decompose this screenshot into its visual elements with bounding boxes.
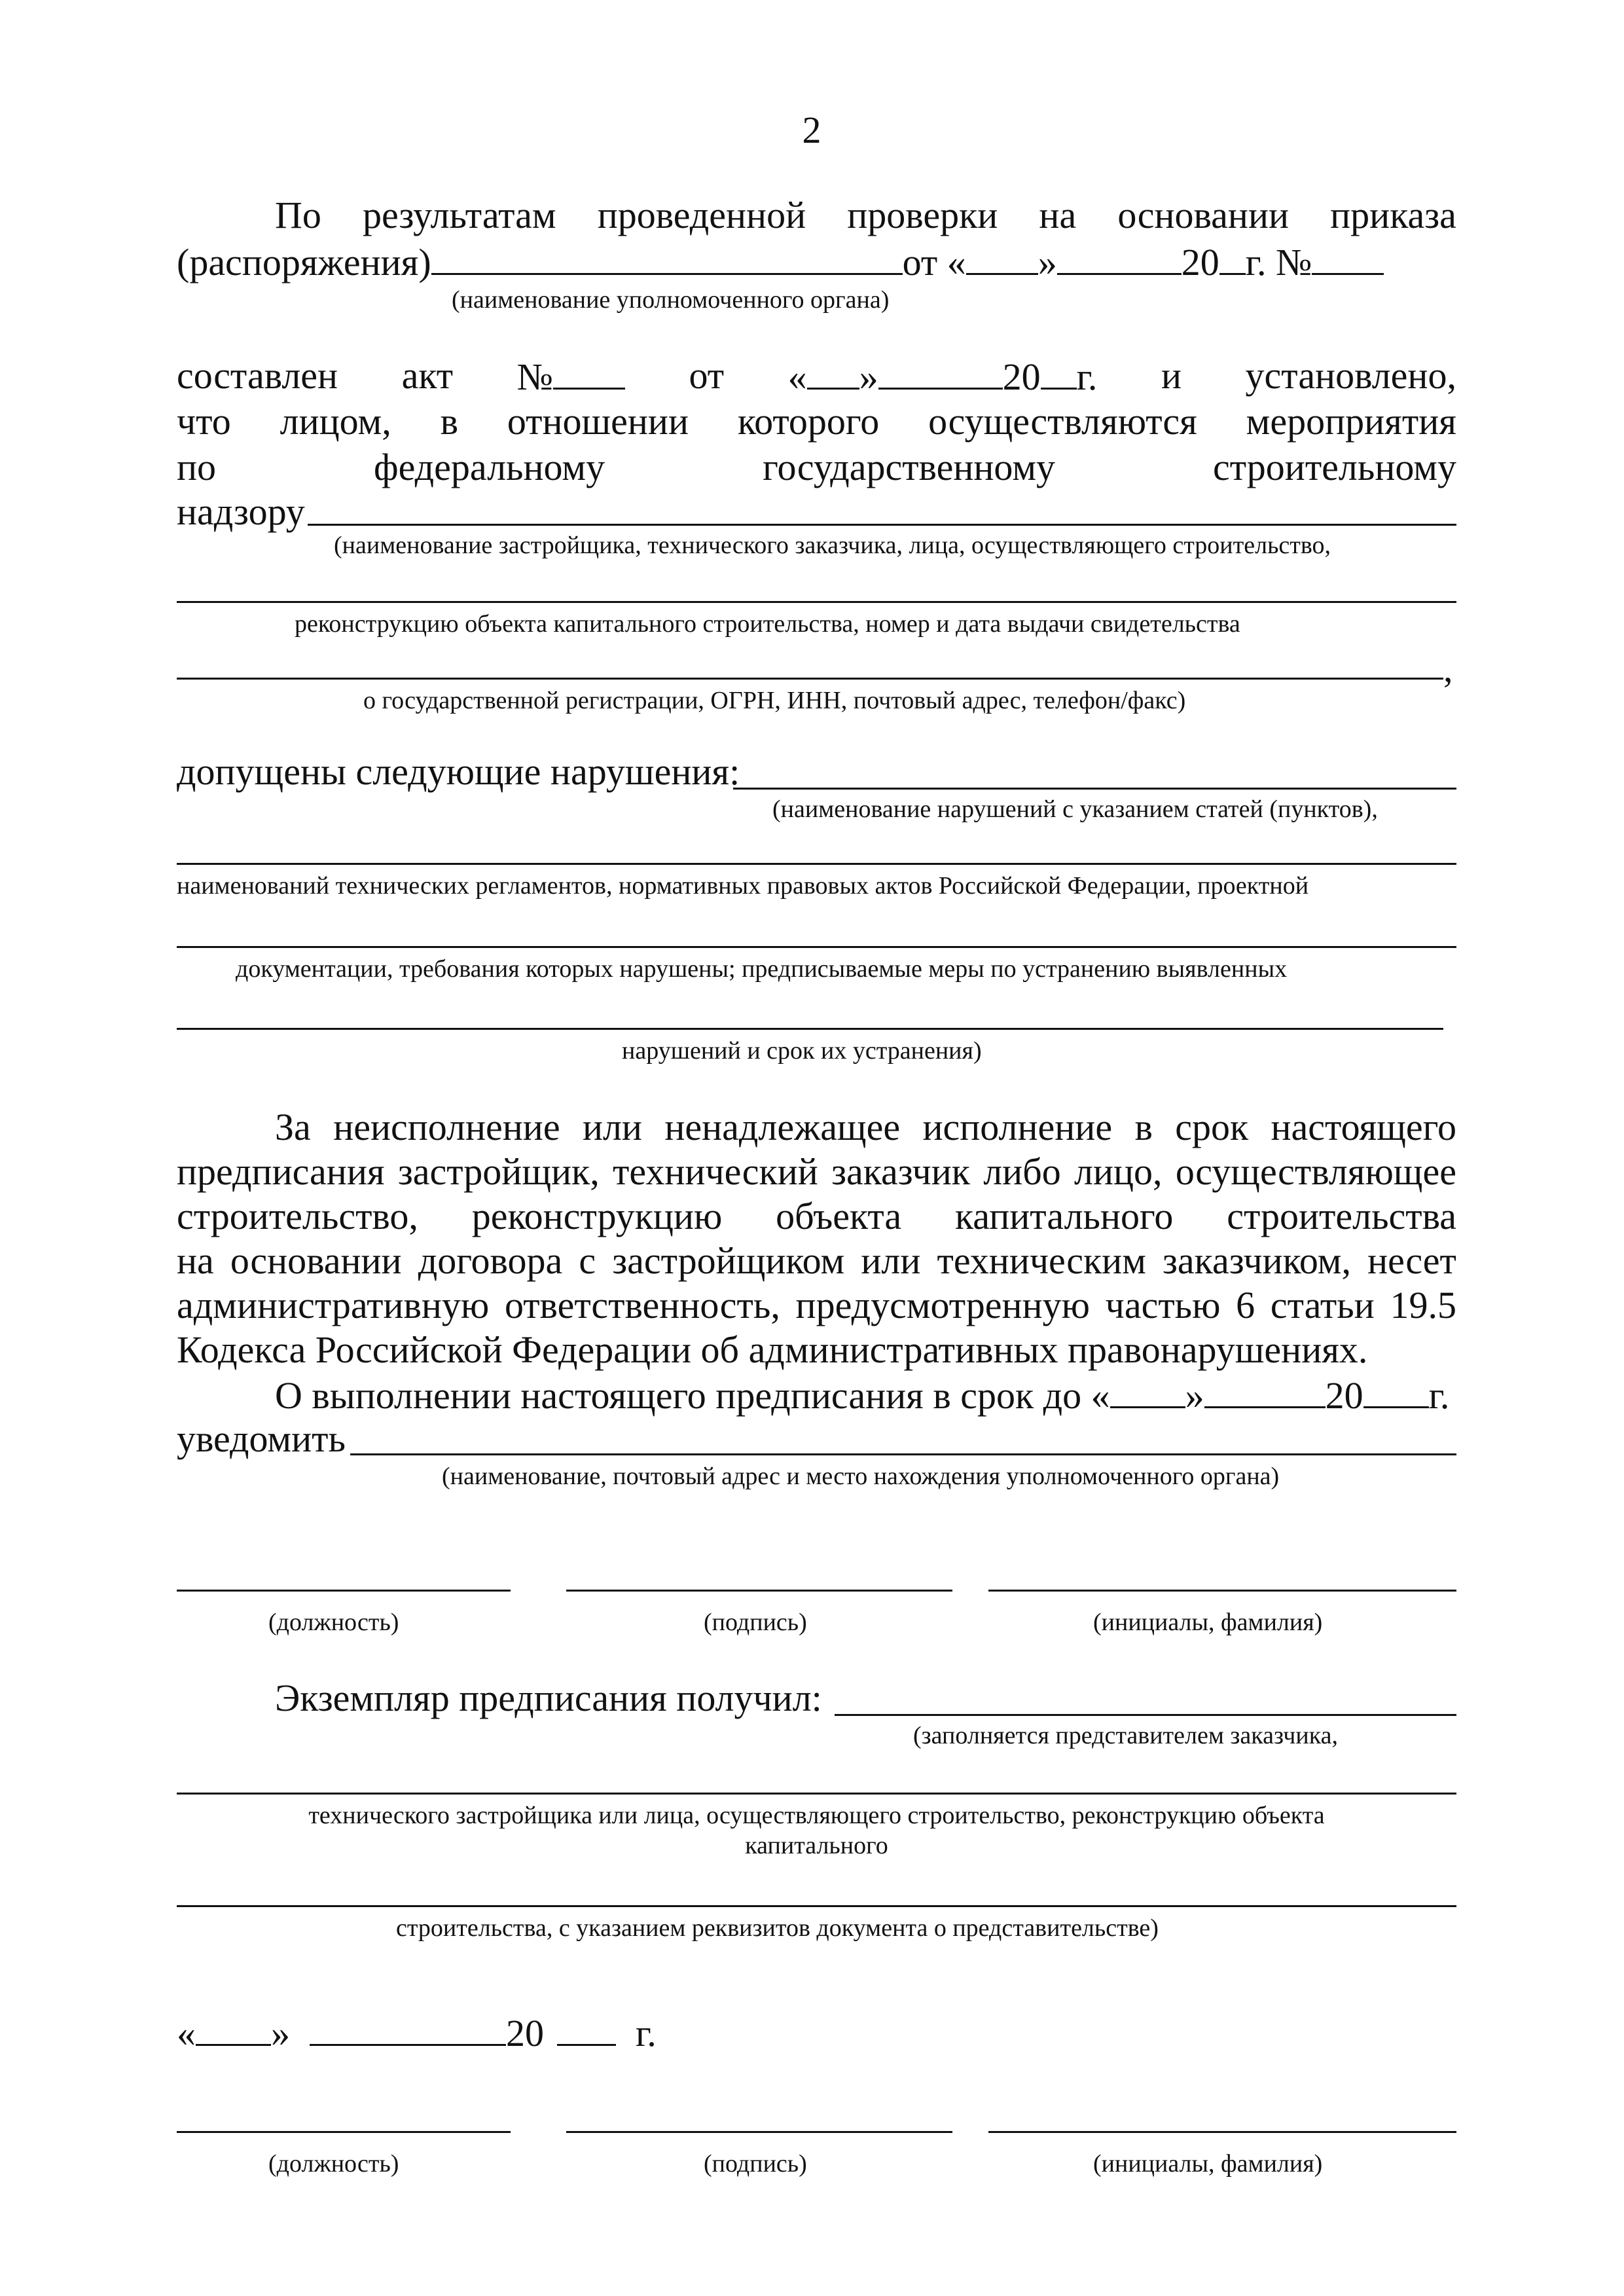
position-line bbox=[177, 1590, 511, 1592]
sig2-signature-caption: (подпись) bbox=[704, 2150, 807, 2178]
para2-line1: составлен акт № от « » 20 г. и установлено, bbox=[177, 354, 1456, 398]
name-line bbox=[988, 1590, 1456, 1592]
fill-line bbox=[733, 788, 1456, 790]
fill-line bbox=[177, 1905, 1456, 1907]
para5-notify: уведомить bbox=[177, 1417, 346, 1460]
para5-line1: О выполнении настоящего предписания в срок до « » 20 г. bbox=[275, 1372, 1449, 1418]
signature-line bbox=[566, 2131, 952, 2133]
received-text: Экземпляр предписания получил: bbox=[275, 1677, 822, 1719]
para2-line3: по федеральному государственному строительному bbox=[177, 446, 1456, 488]
para1-caption: (наименование уполномоченного органа) bbox=[452, 286, 890, 314]
position-line bbox=[177, 2131, 511, 2133]
para3-prefix: допущены следующие нарушения: bbox=[177, 750, 740, 793]
para3-caption2: наименований технических регламентов, нормативных правовых актов Российской Федерации, проектной bbox=[177, 872, 1309, 900]
sig1-position-caption: (должность) bbox=[268, 1609, 399, 1636]
name-line bbox=[988, 2131, 1456, 2133]
sig2-position-caption: (должность) bbox=[268, 2150, 399, 2178]
page-number: 2 bbox=[802, 109, 821, 151]
signature-line bbox=[566, 1590, 952, 1592]
comma: , bbox=[1443, 647, 1453, 690]
fill-line bbox=[835, 1714, 1456, 1716]
para5-caption: (наименование, почтовый адрес и место нахождения уполномоченного органа) bbox=[442, 1463, 1280, 1490]
para4-line1: За неисполнение или ненадлежащее исполнение в срок настоящего bbox=[275, 1106, 1456, 1148]
para2-caption1: (наименование застройщика, технического заказчика, лица, осуществляющего строительство, bbox=[334, 532, 1331, 559]
para1-line1: По результатам проведенной проверки на основании приказа bbox=[275, 194, 1456, 236]
fill-line bbox=[177, 601, 1456, 603]
para4-line6: Кодекса Российской Федерации об административных правонарушениях. bbox=[177, 1328, 1368, 1371]
para3-caption3: документации, требования которых нарушены; предписываемые меры по устранению выявленных bbox=[236, 955, 1288, 983]
para4-line2: предписания застройщик, технический заказчик либо лицо, осуществляющее bbox=[177, 1150, 1456, 1193]
fill-line bbox=[177, 1028, 1443, 1030]
received-caption3: строительства, с указанием реквизитов документа о представительстве) bbox=[396, 1914, 1159, 1942]
sig2-name-caption: (инициалы, фамилия) bbox=[1093, 2150, 1323, 2178]
para3-caption1: (наименование нарушений с указанием статей (пунктов), bbox=[772, 795, 1378, 823]
para2-line4: надзору bbox=[177, 490, 305, 533]
fill-line bbox=[177, 946, 1456, 948]
para4-line3: строительство, реконструкцию объекта капитального строительства bbox=[177, 1195, 1456, 1237]
para2-caption2: реконструкцию объекта капитального строительства, номер и дата выдачи свидетельства bbox=[295, 610, 1240, 638]
para1-line2: (распоряжения) от « » 20 г. № bbox=[177, 239, 1384, 285]
fill-line bbox=[177, 1793, 1456, 1795]
fill-line bbox=[177, 678, 1443, 680]
para4-line4: на основании договора с застройщиком или техническим заказчиком, несет bbox=[177, 1239, 1456, 1282]
received-caption2: технического застройщика или лица, осуществляющего строительство, реконструкцию объекта bbox=[308, 1802, 1325, 1829]
received-caption1: (заполняется представителем заказчика, bbox=[913, 1722, 1338, 1749]
para3-caption4: нарушений и срок их устранения) bbox=[622, 1037, 982, 1065]
para2-caption3: о государственной регистрации, ОГРН, ИНН, почтовый адрес, телефон/факс) bbox=[363, 687, 1186, 714]
fill-line bbox=[350, 1453, 1456, 1455]
fill-line bbox=[308, 524, 1456, 526]
date-line: « » 20 г. bbox=[177, 2010, 657, 2056]
sig1-name-caption: (инициалы, фамилия) bbox=[1093, 1609, 1323, 1636]
received-caption2b: капитального bbox=[745, 1832, 888, 1859]
sig1-signature-caption: (подпись) bbox=[704, 1609, 807, 1636]
para2-line2: что лицом, в отношении которого осуществляются мероприятия bbox=[177, 400, 1456, 443]
para4-line5: административную ответственность, предусмотренную частью 6 статьи 19.5 bbox=[177, 1284, 1456, 1326]
fill-line bbox=[177, 863, 1456, 865]
